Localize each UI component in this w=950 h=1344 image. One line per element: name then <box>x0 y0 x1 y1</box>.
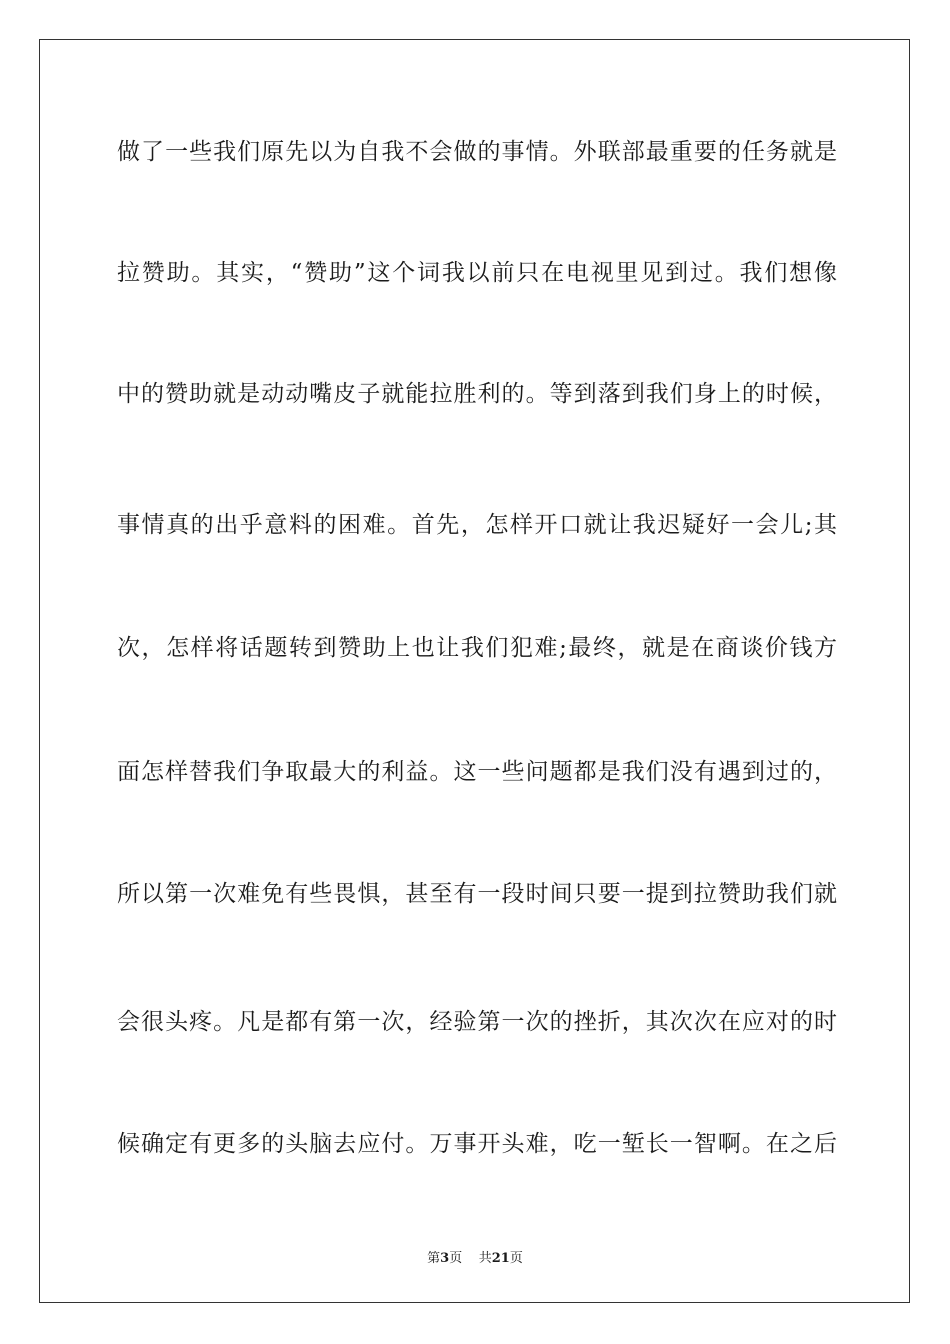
page-footer <box>0 1247 950 1266</box>
total-label-prefix: 共 <box>478 1251 492 1266</box>
total-pages: 21 <box>491 1251 510 1266</box>
page-border <box>39 39 910 1303</box>
page-number: 3 <box>440 1251 450 1266</box>
body-text-line: 面怎样替我们争取最大的利益。这一些问题都是我们没有遇到过的， <box>117 759 837 785</box>
body-text-line: 拉赞助。其实，“赞助”这个词我以前只在电视里见到过。我们想像 <box>117 260 837 286</box>
body-text-line: 做了一些我们原先以为自我不会做的事情。外联部最重要的任务就是 <box>117 139 837 165</box>
body-text-line: 会很头疼。凡是都有第一次，经验第一次的挫折，其次次在应对的时 <box>117 1009 837 1035</box>
body-text-line: 中的赞助就是动动嘴皮子就能拉胜利的。等到落到我们身上的时候， <box>117 381 837 407</box>
body-text-line: 所以第一次难免有些畏惧，甚至有一段时间只要一提到拉赞助我们就 <box>117 881 837 907</box>
page-label-prefix: 第 <box>427 1251 441 1266</box>
body-text-line: 事情真的出乎意料的困难。首先，怎样开口就让我迟疑好一会儿;其 <box>117 512 837 538</box>
total-label-suffix: 页 <box>509 1251 523 1266</box>
page-label-suffix: 页 <box>449 1251 463 1266</box>
body-text-line: 次，怎样将话题转到赞助上也让我们犯难;最终，就是在商谈价钱方 <box>117 635 837 661</box>
body-text-line: 候确定有更多的头脑去应付。万事开头难，吃一堑长一智啊。在之后 <box>117 1131 837 1157</box>
